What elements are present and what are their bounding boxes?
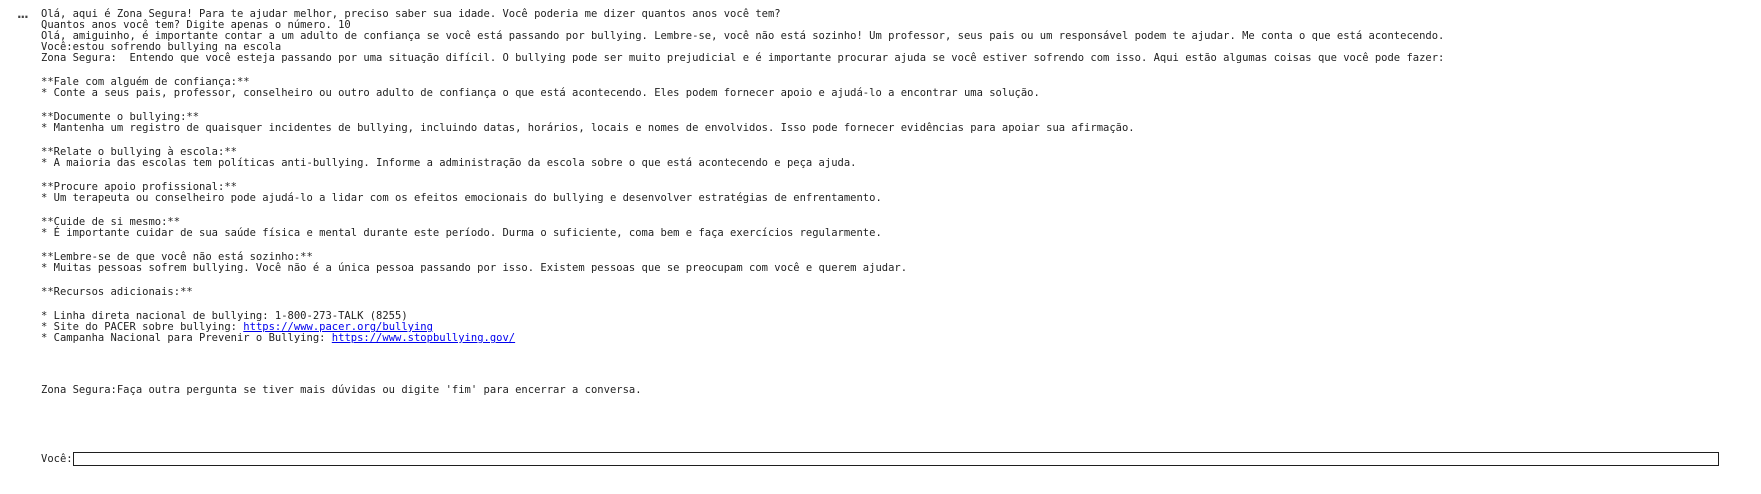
bot-response-intro-line: Zona Segura: Entendo que você esteja passando por uma situação difícil. O bullying pode ser muito prejudicial e é importante procurar ajuda se você estiver sofrendo com isso. Aqui estão algumas coisas que você pode fazer:: [41, 52, 1445, 64]
resource-text: * Campanha Nacional para Prevenir o Bullying:: [41, 332, 332, 344]
bot-intro-line: Olá, aqui é Zona Segura! Para te ajudar melhor, preciso saber sua idade. Você poderia me dizer quantos anos você tem?: [41, 8, 781, 20]
resource-text: * Site do PACER sobre bullying:: [41, 321, 244, 333]
followup-line: Zona Segura:Faça outra pergunta se tiver mais dúvidas ou digite 'fim' para encerrar a conversa.: [41, 384, 642, 396]
section-heading: **Lembre-se de que você não está sozinho:**: [41, 251, 313, 263]
input-label: Você:: [41, 453, 73, 465]
age-prompt-line: Quantos anos você tem? Digite apenas o número. 10: [41, 19, 351, 31]
stopbullying-link[interactable]: https://www.stopbullying.gov/: [331, 332, 516, 344]
bot-reply-line: Olá, amiguinho, é importante contar a um adulto de confiança se você está passando por bullying. Lembre-se, você não está sozinho! Um professor, seus pais ou um responsável podem te ajudar. Me conta o que está acontecendo.: [41, 30, 1445, 42]
chat-input-row: [41, 452, 1719, 466]
chat-output: [41, 9, 1741, 396]
section-heading: **Fale com alguém de confiança:**: [41, 76, 250, 88]
section-text: * Mantenha um registro de quaisquer incidentes de bullying, incluindo datas, horários, locais e nomes de envolvidos. Isso pode fornecer evidências para apoiar sua afirmação.: [41, 122, 1135, 134]
section-heading: **Relate o bullying à escola:**: [41, 146, 237, 158]
section-heading: **Documente o bullying:**: [41, 111, 200, 123]
chat-input[interactable]: [73, 452, 1719, 466]
section-text: * Conte a seus pais, professor, conselheiro ou outro adulto de confiança o que está acontecendo. Eles podem fornecer apoio e ajudá-lo a encontrar uma solução.: [41, 87, 1040, 99]
resource-text: * Linha direta nacional de bullying: 1-800-273-TALK (8255): [41, 310, 408, 322]
section-text: * A maioria das escolas tem políticas anti-bullying. Informe a administração da escola sobre o que está acontecendo e peça ajuda.: [41, 157, 857, 169]
section-heading: **Procure apoio profissional:**: [41, 181, 237, 193]
resource-item: [41, 333, 1741, 344]
resources-heading: **Recursos adicionais:**: [41, 286, 193, 298]
pacer-link[interactable]: https://www.pacer.org/bullying: [243, 321, 433, 333]
section-text: * É importante cuidar de sua saúde física e mental durante este período. Durma o suficiente, coma bem e faça exercícios regularmente.: [41, 227, 882, 239]
output-more-icon[interactable]: ...: [17, 7, 28, 21]
section-heading: **Cuide de si mesmo:**: [41, 216, 181, 228]
section-text: * Muitas pessoas sofrem bullying. Você não é a única pessoa passando por isso. Existem pessoas que se preocupam com você e querem ajudar.: [41, 262, 908, 274]
user-message-line: Você:estou sofrendo bullying na escola: [41, 41, 282, 53]
section-text: * Um terapeuta ou conselheiro pode ajudá-lo a lidar com os efeitos emocionais do bullying e desenvolver estratégias de enfrentamento.: [41, 192, 882, 204]
